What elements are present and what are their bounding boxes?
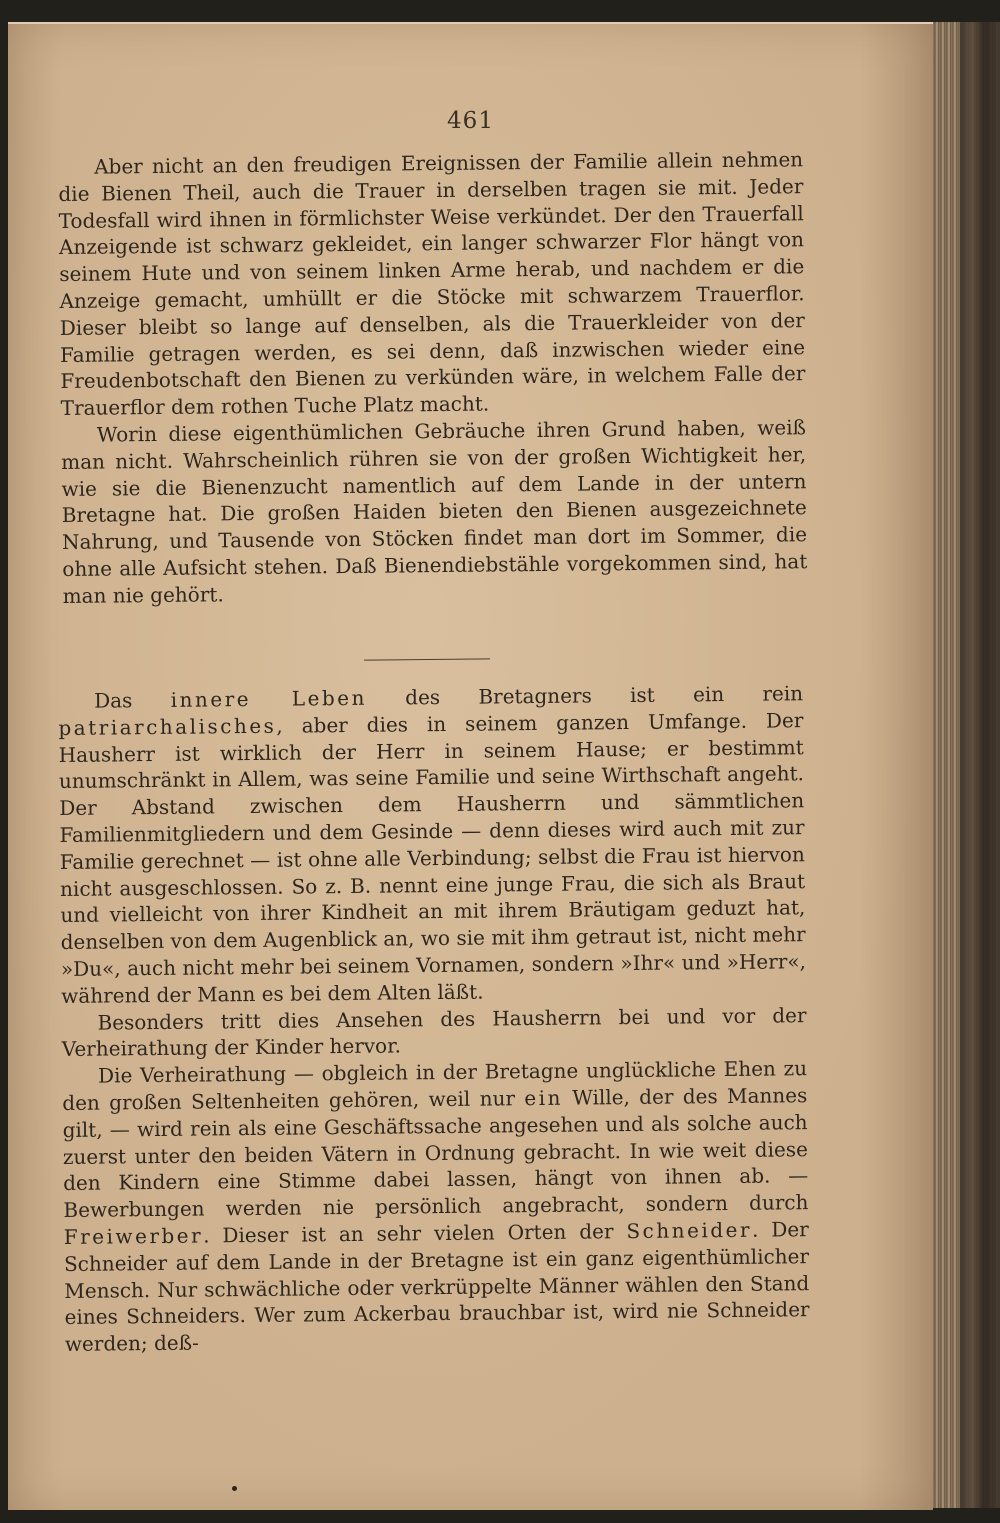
paragraph-mourning-customs: Aber nicht an den freudigen Ereignissen der Familie allein nehmen die Bienen Theil, auch die Trauer in derselben tragen sie mit. Jeder Todesfall wird ihnen in förmlichster Weise verkündet. Der den Trauerfall Anzeigende ist schwarz gekleidet, ein langer schwarzer Flor hängt von seinem Hute und von seinem linken Arme herab, und nachdem er die Anzeige gemacht, umhüllt er die Stöcke mit schwarzem Trauerflor. Dieser bleibt so lange auf denselben, als die Trauerkleider von der Familie getragen werden, es sei denn, daß inzwischen wieder eine Freudenbotschaft den Bienen zu verkünden wäre, in welchem Falle der Trauerflor dem rothen Tuche Platz macht. — [58, 147, 806, 421]
text-run: Die Verheirathung — obgleich in der Bretagne unglückliche Ehen zu den großen Seltenheiten gehören, weil nur — [62, 1056, 808, 1115]
text-run: , aber dies in seinem ganzen Umfange. Der Hausherr ist wirklich der Herr in seinem Hause; er bestimmt unumschränkt in Allem, was seine Familie und seine Wirthschaft angeht. Der Abstand zwischen dem Hausherrn und sämmtlichen Familienmitgliedern und dem Gesinde — denn dieses wird auch mit zur Familie gerechnet — ist ohne alle Verbindung; selbst die Frau ist hiervon nicht ausgeschlossen. So z. B. nennt eine junge Frau, die sich als Braut und vielleicht von ihrer Kindheit an mit ihrem Bräutigam geduzt hat, denselben von dem Augenblick an, wo sie mit ihm getraut ist, nicht mehr »Du«, auch nicht mehr bei seinem Vornamen, sondern »Ihr« und »Herr«, während der Mann es bei dem Alten läßt. — [58, 707, 807, 1008]
book-binding-edge — [960, 22, 1000, 1508]
section-divider — [364, 658, 490, 660]
page-number: 461 — [447, 108, 494, 134]
emphasis-tailor: Schneider — [626, 1217, 753, 1244]
paragraph-inner-life — [58, 680, 806, 1009]
paragraph-beekeeping-origin: Worin diese eigenthümlichen Gebräuche ihren Grund haben, weiß man nicht. Wahrscheinlich rühren sie von der großen Wichtigkeit her, wie sie die Bienenzucht namentlich auf dem Lande in der untern Bretagne hat. Die großen Haiden bieten den Bienen ausgezeichnete Nahrung, und Tausende von Stöcken findet man dort im Sommer, die ohne alle Aufsicht stehen. Daß Bienendiebstähle vorgekommen sind, hat man nie gehört. — [61, 415, 808, 608]
text-run: . Der Schneider auf dem Lande in der Bretagne ist ein ganz eigenthümlicher Mensch. Nur schwächliche oder verkrüppelte Männer wählen den Stand eines Schneiders. Wer zum Ackerbau brauchbar ist, wird nie Schneider werden; deß- — [63, 1217, 810, 1357]
text-run: des Bretagners ist ein rein — [366, 681, 804, 710]
emphasis-one-will: ein — [524, 1085, 564, 1111]
text-run: . Dieser ist an sehr vielen Orten der — [203, 1219, 627, 1248]
emphasis-inner-life: innere Leben — [170, 685, 368, 712]
ink-speck — [232, 1486, 237, 1491]
paragraph-marriage-arrangement — [62, 1055, 810, 1358]
text-run: Das — [94, 687, 171, 713]
text-section-family-life — [58, 680, 810, 1358]
emphasis-patriarchal: patriarchalisches — [58, 713, 277, 740]
text-section-bees — [58, 146, 808, 609]
emphasis-matchmaker: Freiwerber — [63, 1223, 204, 1249]
text-run: Wille, der des Mannes gilt, — wird rein als eine Geschäftssache angesehen und als solche auch zuerst unter den beiden Vätern in Ordnung gebracht. In wie weit diese den Kindern eine Stimme dabei lassen, hängt von ihnen ab. — Bewerbungen werden nie persönlich angebracht, sondern durch — [62, 1083, 809, 1223]
paragraph-marriage-authority: Besonders tritt dies Ansehen des Hausherrn bei und vor der Verheirathung der Kinder hervor. — [61, 1002, 807, 1062]
page-sheet — [8, 22, 933, 1510]
